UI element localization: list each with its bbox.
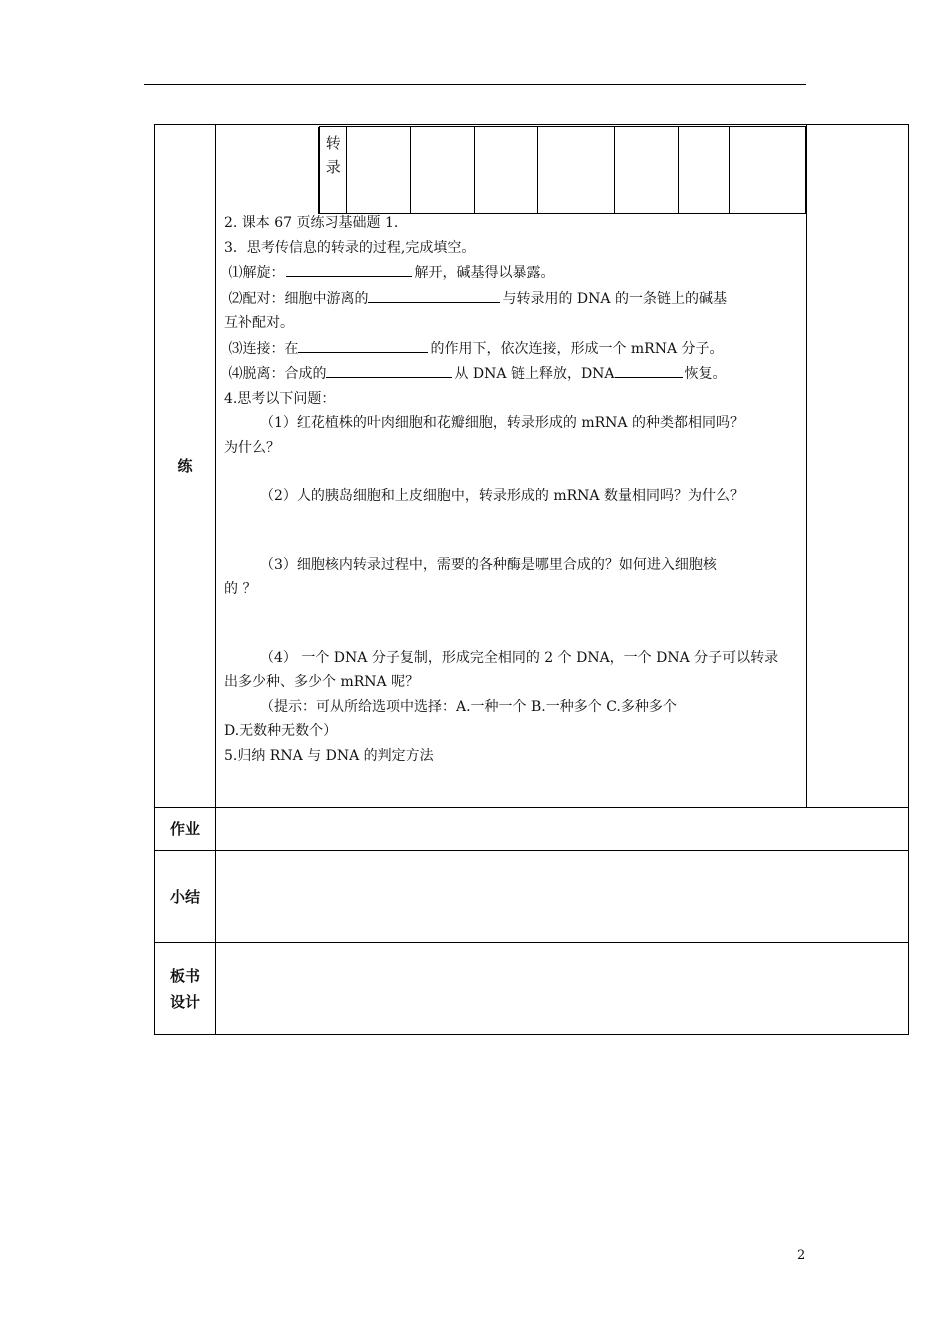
- fill-blank[interactable]: [298, 336, 370, 353]
- table-cell: [538, 127, 615, 214]
- homework-label: 作业: [155, 808, 216, 851]
- question-3-1: ⑴解旋： 解开，碱基得以暴露。: [224, 260, 804, 286]
- hint-text: （提示：可从所给选项中选择：A.一种一个 B.一种多个 C.多种多个: [260, 698, 677, 715]
- question-4-4: （4） 一个 DNA 分子复制，形成完全相同的 2 个 DNA，一个 DNA 分子可以转录: [260, 649, 779, 666]
- table-cell: [615, 127, 679, 214]
- table-cell: [678, 127, 729, 214]
- question-3-4: ⑷脱离：合成的 从 DNA 链上释放，DNA 恢复。: [224, 361, 804, 387]
- question-2: 2. 课本 67 页练习基础题 1.: [224, 215, 399, 231]
- page-number: 2: [797, 1248, 806, 1263]
- question-3-2: ⑵配对：细胞中游离的 与转录用的 DNA 的一条链上的碱基: [224, 286, 804, 312]
- summary-content: [216, 851, 909, 943]
- practice-label: 练: [155, 125, 216, 808]
- question-3-3: ⑶连接：在 的作用下，依次连接，形成一个 mRNA 分子。: [224, 336, 804, 362]
- lesson-plan-table: [154, 124, 909, 1035]
- question-5: 5.归纳 RNA 与 DNA 的判定方法: [224, 747, 434, 764]
- practice-content: [216, 125, 807, 808]
- table-cell: [729, 127, 805, 214]
- right-margin-cell: [807, 125, 909, 808]
- homework-content: [216, 808, 909, 851]
- question-4: 4.思考以下问题：: [224, 390, 336, 407]
- transcription-table: [318, 126, 806, 214]
- question-4-2: （2）人的胰岛细胞和上皮细胞中，转录形成的 mRNA 数量相同吗？为什么？: [260, 488, 744, 504]
- fill-blank[interactable]: [370, 336, 428, 353]
- question-3: 3．思考传信息的转录的过程,完成填空。: [224, 239, 476, 256]
- question-3-2-cont: 互补配对。: [224, 315, 294, 331]
- table-cell: [474, 127, 538, 214]
- fill-blank[interactable]: [615, 361, 683, 378]
- table-cell: [411, 127, 475, 214]
- question-4-1-cont: 为什么？: [224, 439, 280, 456]
- fill-blank[interactable]: [326, 361, 452, 378]
- summary-label: 小结: [155, 851, 216, 943]
- hint-text-cont: D.无数种无数个）: [224, 723, 338, 739]
- question-4-4-cont: 出多少种、多少个 mRNA 呢？: [224, 674, 420, 690]
- board-design-label: 板书 设计: [155, 943, 216, 1035]
- fill-blank[interactable]: [368, 286, 434, 303]
- header-rule: [144, 84, 806, 85]
- transcription-label: 转 录: [320, 127, 347, 214]
- fill-blank[interactable]: [286, 260, 412, 277]
- board-design-content: [216, 943, 909, 1035]
- question-4-3: （3）细胞核内转录过程中，需要的各种酶是哪里合成的？如何进入细胞核: [260, 556, 717, 573]
- table-cell: [347, 127, 411, 214]
- fill-blank[interactable]: [434, 286, 500, 303]
- question-4-1: （1）红花植株的叶肉细胞和花瓣细胞，转录形成的 mRNA 的种类都相同吗？: [260, 415, 744, 431]
- question-4-3-cont: 的 ？: [224, 581, 257, 597]
- question-text: [224, 211, 804, 768]
